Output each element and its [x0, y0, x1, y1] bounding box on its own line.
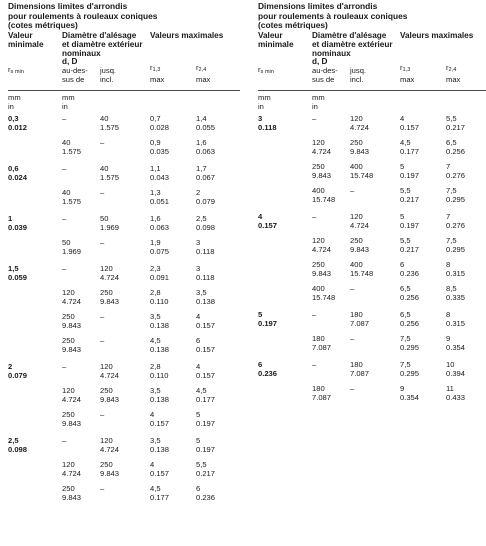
- symbol-d-D: d, D: [62, 57, 78, 66]
- cell-r13-max: 7,5 0.295: [400, 360, 420, 378]
- symbol-r-1-3: r1,3: [400, 63, 411, 73]
- table-row: [8, 139, 240, 165]
- cell-r24-max: 5 0.197: [196, 436, 216, 454]
- cell-r13-max: 4,5 0.138: [150, 336, 170, 354]
- cell-au-dessus-de: 250 9.843: [312, 162, 332, 180]
- cell-r24-max: 2,5 0.098: [196, 214, 216, 232]
- cell-jusq-incl: 120 4.724: [350, 114, 370, 132]
- label-max-r13: max: [150, 75, 165, 84]
- unit-label: mm in: [258, 93, 271, 111]
- cell-r24-max: 7,5 0.295: [446, 236, 466, 254]
- cell-r13-max: 2,3 0.091: [150, 264, 170, 282]
- table-row: [258, 115, 486, 139]
- cell-r24-max: 6 0.157: [196, 336, 216, 354]
- label-jusq-incl: jusq. incl.: [350, 66, 367, 84]
- cell-au-dessus-de: 40 1.575: [62, 138, 82, 156]
- cell-jusq-incl: –: [100, 312, 105, 321]
- cell-au-dessus-de: –: [312, 212, 317, 221]
- symbol-r-2-4: r2,4: [446, 63, 457, 73]
- cell-r24-max: 2 0.079: [196, 188, 216, 206]
- cell-r13-max: 3,5 0.138: [150, 312, 170, 330]
- cell-r13-max: 7,5 0.295: [400, 334, 420, 352]
- symbol-r-2-4: r2,4: [196, 63, 207, 73]
- unit-label: mm in: [8, 93, 21, 111]
- table-row: [258, 361, 486, 385]
- cell-r13-max: 1,9 0.075: [150, 238, 170, 256]
- cell-r24-max: 5,5 0.217: [446, 114, 466, 132]
- unit-label: mm in: [312, 93, 325, 111]
- header-diametre: Diamètre d'alésage et diamètre extérieur nominaux: [312, 31, 393, 58]
- table-row: [8, 189, 240, 215]
- cell-r24-max: 9 0.354: [446, 334, 466, 352]
- cell-jusq-incl: 250 9.843: [100, 288, 120, 306]
- cell-r13-max: 4 0.157: [150, 460, 170, 478]
- header-diametre: Diamètre d'alésage et diamètre extérieur nominaux: [62, 31, 143, 58]
- cell-valeur-minimale: 4 0.157: [258, 212, 278, 230]
- cell-jusq-incl: 250 9.843: [100, 386, 120, 404]
- cell-r24-max: 1,7 0.067: [196, 164, 216, 182]
- unit-label: mm in: [62, 93, 75, 111]
- cell-au-dessus-de: 120 4.724: [62, 288, 82, 306]
- left-table: [8, 2, 240, 509]
- cell-r13-max: 6 0.236: [400, 260, 420, 278]
- cell-au-dessus-de: 250 9.843: [62, 336, 82, 354]
- cell-r24-max: 3 0.118: [196, 264, 215, 282]
- table-row: [8, 337, 240, 363]
- cell-jusq-incl: –: [350, 284, 355, 293]
- cell-au-dessus-de: 120 4.724: [312, 138, 332, 156]
- cell-au-dessus-de: 180 7.087: [312, 334, 332, 352]
- cell-r13-max: 5,5 0.217: [400, 186, 420, 204]
- cell-r24-max: 5,5 0.217: [196, 460, 216, 478]
- table-row: [258, 213, 486, 237]
- table-row: [8, 411, 240, 437]
- cell-au-dessus-de: –: [312, 114, 317, 123]
- cell-au-dessus-de: –: [62, 164, 67, 173]
- table-header: [8, 32, 240, 91]
- label-max-r24: max: [446, 75, 461, 84]
- table-row: [8, 387, 240, 411]
- cell-r24-max: 10 0.394: [446, 360, 466, 378]
- cell-jusq-incl: 120 4.724: [350, 212, 370, 230]
- cell-jusq-incl: 120 4.724: [100, 264, 120, 282]
- cell-valeur-minimale: 0,3 0.012: [8, 114, 28, 132]
- table-row: [258, 139, 486, 163]
- cell-valeur-minimale: 6 0.236: [258, 360, 278, 378]
- cell-r13-max: 4,5 0.177: [150, 484, 170, 502]
- cell-jusq-incl: –: [100, 138, 105, 147]
- cell-jusq-incl: –: [100, 336, 105, 345]
- right-table: [258, 2, 486, 409]
- cell-au-dessus-de: –: [62, 264, 67, 273]
- table-row: [258, 187, 486, 213]
- cell-r24-max: 5 0.197: [196, 410, 216, 428]
- cell-au-dessus-de: 120 4.724: [62, 460, 82, 478]
- table-row: [258, 335, 486, 361]
- cell-r24-max: 7 0.276: [446, 162, 466, 180]
- cell-au-dessus-de: –: [62, 114, 67, 123]
- header-valeur-minimale: Valeur minimale: [258, 31, 294, 49]
- table-row: [8, 289, 240, 313]
- cell-r13-max: 2,8 0.110: [150, 362, 169, 380]
- cell-au-dessus-de: –: [312, 360, 317, 369]
- cell-jusq-incl: –: [350, 384, 355, 393]
- cell-r13-max: 4 0.157: [150, 410, 170, 428]
- cell-r24-max: 4,5 0.177: [196, 386, 216, 404]
- table-row: [258, 237, 486, 261]
- cell-valeur-minimale: 3 0.118: [258, 114, 277, 132]
- cell-jusq-incl: 120 4.724: [100, 436, 120, 454]
- cell-au-dessus-de: 400 15.748: [312, 284, 336, 302]
- cell-r13-max: 0,7 0.028: [150, 114, 170, 132]
- cell-au-dessus-de: 120 4.724: [312, 236, 332, 254]
- cell-jusq-incl: –: [350, 334, 355, 343]
- cell-r13-max: 2,8 0.110: [150, 288, 169, 306]
- cell-jusq-incl: 180 7.087: [350, 360, 370, 378]
- cell-valeur-minimale: 5 0.197: [258, 310, 278, 328]
- cell-r24-max: 3,5 0.138: [196, 288, 216, 306]
- cell-valeur-minimale: 1,5 0.059: [8, 264, 28, 282]
- table-body: [258, 115, 486, 409]
- table-row: [8, 313, 240, 337]
- cell-valeur-minimale: 1 0.039: [8, 214, 28, 232]
- cell-jusq-incl: –: [100, 484, 105, 493]
- cell-r13-max: 3,5 0.138: [150, 436, 170, 454]
- table-title: Dimensions limites d'arrondis pour roulements à rouleaux coniques (cotes métriques): [258, 1, 408, 30]
- cell-r24-max: 1,4 0.055: [196, 114, 216, 132]
- cell-valeur-minimale: 2 0.079: [8, 362, 28, 380]
- cell-r24-max: 4 0.157: [196, 362, 216, 380]
- cell-r13-max: 1,1 0.043: [150, 164, 170, 182]
- cell-au-dessus-de: 250 9.843: [62, 312, 82, 330]
- cell-r13-max: 6,5 0.256: [400, 284, 420, 302]
- cell-jusq-incl: 50 1.969: [100, 214, 120, 232]
- header-valeurs-maximales: Valeurs maximales: [150, 31, 224, 40]
- cell-r13-max: 1,6 0.063: [150, 214, 170, 232]
- cell-r24-max: 7,5 0.295: [446, 186, 466, 204]
- table-header: [258, 32, 486, 91]
- cell-au-dessus-de: 400 15.748: [312, 186, 336, 204]
- cell-au-dessus-de: 120 4.724: [62, 386, 82, 404]
- cell-au-dessus-de: –: [312, 310, 317, 319]
- cell-jusq-incl: 180 7.087: [350, 310, 370, 328]
- cell-au-dessus-de: 250 9.843: [62, 484, 82, 502]
- table-row: [8, 215, 240, 239]
- cell-r13-max: 5,5 0.217: [400, 236, 420, 254]
- table-title: Dimensions limites d'arrondis pour roulements à rouleaux coniques (cotes métriques): [8, 1, 158, 30]
- table-row: [258, 385, 486, 409]
- label-max-r13: max: [400, 75, 415, 84]
- cell-r24-max: 1,6 0.063: [196, 138, 216, 156]
- cell-jusq-incl: –: [100, 238, 105, 247]
- table-row: [258, 285, 486, 311]
- cell-r24-max: 8,5 0.335: [446, 284, 466, 302]
- label-jusq-incl: jusq. incl.: [100, 66, 117, 84]
- label-max-r24: max: [196, 75, 211, 84]
- cell-jusq-incl: 400 15.748: [350, 260, 374, 278]
- cell-r13-max: 4 0.157: [400, 114, 420, 132]
- table-body: [8, 115, 240, 509]
- cell-r13-max: 4,5 0.177: [400, 138, 420, 156]
- cell-jusq-incl: 40 1.575: [100, 114, 120, 132]
- cell-au-dessus-de: 250 9.843: [312, 260, 332, 278]
- table-row: [258, 163, 486, 187]
- cell-r13-max: 5 0.197: [400, 212, 420, 230]
- table-row: [8, 239, 240, 265]
- cell-jusq-incl: 400 15.748: [350, 162, 374, 180]
- header-valeur-minimale: Valeur minimale: [8, 31, 44, 49]
- symbol-r-1-3: r1,3: [150, 63, 161, 73]
- cell-au-dessus-de: 50 1.969: [62, 238, 82, 256]
- cell-r24-max: 6 0.236: [196, 484, 216, 502]
- cell-jusq-incl: 250 9.843: [100, 460, 120, 478]
- cell-r24-max: 8 0.315: [446, 260, 466, 278]
- table-row: [258, 311, 486, 335]
- cell-au-dessus-de: 250 9.843: [62, 410, 82, 428]
- table-row: [258, 261, 486, 285]
- cell-au-dessus-de: 180 7.087: [312, 384, 332, 402]
- cell-r24-max: 3 0.118: [196, 238, 215, 256]
- cell-r24-max: 6,5 0.256: [446, 138, 466, 156]
- cell-jusq-incl: –: [100, 410, 105, 419]
- cell-r13-max: 0,9 0.035: [150, 138, 170, 156]
- cell-jusq-incl: 120 4.724: [100, 362, 120, 380]
- cell-r24-max: 7 0.276: [446, 212, 466, 230]
- symbol-r-s-min: rs min: [8, 65, 24, 75]
- units-row: [258, 91, 486, 115]
- cell-r13-max: 6,5 0.256: [400, 310, 420, 328]
- symbol-d-D: d, D: [312, 57, 328, 66]
- cell-r13-max: 1,3 0.051: [150, 188, 170, 206]
- cell-jusq-incl: 40 1.575: [100, 164, 120, 182]
- cell-valeur-minimale: 0,6 0.024: [8, 164, 28, 182]
- cell-jusq-incl: 250 9.843: [350, 138, 370, 156]
- cell-r13-max: 3,5 0.138: [150, 386, 170, 404]
- cell-r13-max: 5 0.197: [400, 162, 420, 180]
- table-row: [8, 461, 240, 485]
- label-au-dessus-de: au-des- sus de: [312, 66, 338, 84]
- units-row: [8, 91, 240, 115]
- symbol-r-s-min: rs min: [258, 65, 274, 75]
- label-au-dessus-de: au-des- sus de: [62, 66, 88, 84]
- cell-r24-max: 8 0.315: [446, 310, 466, 328]
- cell-au-dessus-de: –: [62, 436, 67, 445]
- cell-jusq-incl: –: [100, 188, 105, 197]
- cell-jusq-incl: 250 9.843: [350, 236, 370, 254]
- table-row: [8, 165, 240, 189]
- cell-au-dessus-de: –: [62, 214, 67, 223]
- header-valeurs-maximales: Valeurs maximales: [400, 31, 474, 40]
- table-row: [8, 485, 240, 509]
- cell-jusq-incl: –: [350, 186, 355, 195]
- cell-r13-max: 9 0.354: [400, 384, 420, 402]
- table-row: [8, 115, 240, 139]
- cell-r24-max: 11 0.433: [446, 384, 466, 402]
- table-row: [8, 265, 240, 289]
- cell-au-dessus-de: –: [62, 362, 67, 371]
- table-row: [8, 437, 240, 461]
- cell-au-dessus-de: 40 1.575: [62, 188, 82, 206]
- table-row: [8, 363, 240, 387]
- cell-r24-max: 4 0.157: [196, 312, 216, 330]
- cell-valeur-minimale: 2,5 0.098: [8, 436, 28, 454]
